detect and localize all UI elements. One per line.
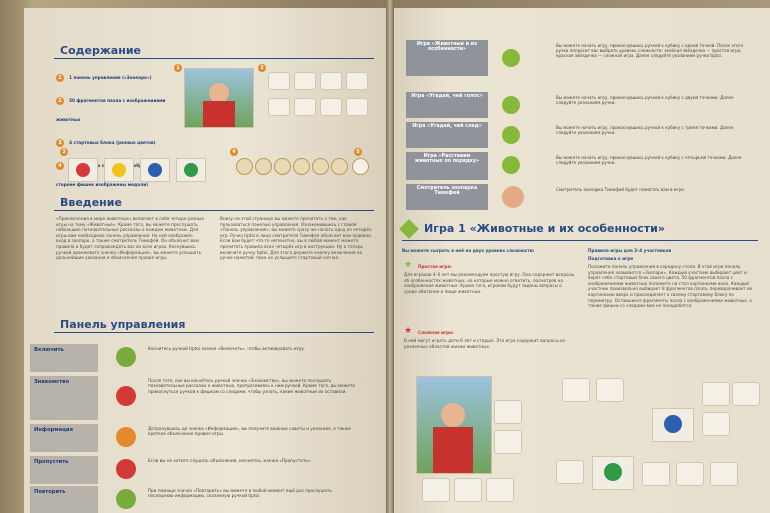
prep-text: Положите панель управления в середину стола. В этой игре панель управления называется «Зоопарк». Каждый участник выбирает цвет и берёт себе стартовый блок своего цвета. 50 фрагментов пазла с изображениями животных положите на стол картинками вниз. Каждый участник произвольно выбирает 8 фрагментов пазла, переворачивает их картинками вверх и присоединяет к своему стартовому блоку по периметру. Оставшиеся фрагменты пазла с изображениями животных, а также фишки со следами вам не понадобятся. bbox=[588, 264, 753, 309]
puzzle-piece bbox=[676, 462, 704, 486]
book-spine bbox=[386, 0, 394, 513]
die-two-dots-icon bbox=[502, 96, 520, 114]
game-row-zookeeper: Смотритель зоопарка Тимофей Смотритель зоопарка Тимофей будет помогать вам в игре. bbox=[406, 184, 756, 210]
contents-item-2: 2 50 фрагментов пазла с изображениями животных bbox=[56, 98, 166, 122]
game-marker-icon bbox=[399, 219, 419, 239]
right-page bbox=[392, 8, 770, 513]
puzzle-piece bbox=[294, 72, 316, 90]
setup-illustration-right bbox=[552, 378, 762, 513]
puzzle-piece bbox=[494, 400, 522, 424]
start-block-yellow bbox=[104, 158, 134, 182]
panel-title: Панель управления bbox=[60, 318, 186, 331]
power-icon bbox=[116, 347, 136, 367]
start-block-green bbox=[176, 158, 206, 182]
game-row-2: Игра «Угадай, чей голос» Вы можете начать игру, прикоснувшись ручкой к кубику с двумя точками. Далее следуйте указаниям ручки. bbox=[406, 92, 756, 118]
footprint-chip bbox=[312, 158, 329, 175]
start-block-green bbox=[592, 456, 634, 490]
start-block-blue bbox=[140, 158, 170, 182]
game-row-4: Игра «Расставим животных по порядку» Вы можете начать игру, прикоснувшись ручкой к кубику с четырьмя точками. Далее следуйте указаниям ручки. bbox=[406, 152, 756, 180]
info-icon bbox=[116, 427, 136, 447]
puzzle-piece bbox=[320, 72, 342, 90]
panel-row-on: Включить Коснитесь ручкой tiptoi значка «Включить», чтобы активировать игру. bbox=[30, 344, 382, 372]
badge-1: 1 bbox=[174, 64, 182, 72]
puzzle-pieces-group bbox=[264, 70, 384, 128]
footprint-chip bbox=[274, 158, 291, 175]
zookeeper-shirt bbox=[433, 427, 473, 473]
puzzle-piece bbox=[732, 382, 760, 406]
contents-title: Содержание bbox=[60, 44, 141, 57]
zookeeper-shirt bbox=[203, 101, 235, 127]
panel-row-skip: Пропустить Если вы не хотите слушать объяснения, коснитесь значка «Пропустить». bbox=[30, 456, 382, 484]
panel-row-repeat: Повторить При помощи значка «Повторить» вы можете в любой момент ещё раз прослушать последнюю информацию, сказанную ручкой tiptoi. bbox=[30, 486, 382, 513]
zookeeper-face-icon bbox=[209, 83, 229, 103]
setup-illustration-left bbox=[402, 370, 534, 510]
easy-text: Для игроков 4–6 лет мы рекомендуем простую игру. Она содержит вопросы об особенностях животных, на которые можно ответить, посмотрев на изображения животных. Кроме того, игрокам будут заданы вопросы о среде обитания и пище животных. bbox=[404, 272, 575, 294]
eye-icon bbox=[116, 386, 136, 406]
intro-text-col1: «Приключения в мире животных» включает в себя четыре разные игры на тему «Животные». Кроме того, вы можете прослушать небольшие познавательные рассказы о каждом животном. Для игры вам необходима панель управления. На ней изображён вход в зоопарк, а также смотритель Тимофей. Он объяснит вам правила и будет сопровождать вас во всех играх. Коснувшись ручкой оранжевого значка «Информация», вы можете услышать дальнейшие указания и объяснения правил игры. bbox=[56, 216, 204, 261]
start-block-red bbox=[68, 158, 98, 182]
badge-5: 5 bbox=[354, 148, 362, 156]
hard-text: В ней могут играть дети 6 лет и старше. Эта игра содержит вопросы из различных областей жизни животных. bbox=[404, 338, 566, 349]
footprint-chip bbox=[331, 158, 348, 175]
footprint-chip bbox=[236, 158, 253, 175]
panel-row-info: Информация Дотронувшись до значка «Информация», вы получите важные советы и указания, а также краткое объяснение правил игры. bbox=[30, 424, 382, 452]
puzzle-piece bbox=[346, 98, 368, 116]
badge-3: 3 bbox=[60, 148, 68, 156]
badge-2: 2 bbox=[258, 64, 266, 72]
red-star-icon: ★ bbox=[404, 326, 413, 336]
puzzle-piece bbox=[710, 462, 738, 486]
die-four-dots-icon bbox=[502, 156, 520, 174]
contents-item-3: 3 4 стартовых блока (разных цветов) bbox=[56, 129, 166, 148]
game-row-1: Игра «Животные и их особенности» Вы можете начать игру, прикоснувшись ручкой к кубику с одной точкой. После этого ручка попросит вас выбрать уровень сложности: зелёная звёздочка — простая игра, красная звёздочка — сложная игра. Далее следуйте указаниям ручки tiptoi. bbox=[406, 40, 756, 76]
zookeeper-avatar bbox=[502, 186, 524, 208]
game-row-3: Игра «Угадай, чей след» Вы можете начать игру, прикоснувшись ручкой к кубику с тремя точками. Далее следуйте указаниям ручки. bbox=[406, 122, 756, 148]
puzzle-piece bbox=[422, 478, 450, 502]
panel-row-intro: Знакомство После того, как вы коснётесь ручкой значка «Знакомство», вы можете послушать познавательные рассказы о животных, притрагиваясь к ним ручкой. Кроме того, вы можете прикоснуться ручкой к фишкам со следами, чтобы узнать, какие животные их оставили. bbox=[30, 376, 382, 420]
puzzle-piece bbox=[486, 478, 514, 502]
rules-title: Правила игры для 2–4 участников bbox=[588, 248, 672, 253]
start-block-blue bbox=[652, 408, 694, 442]
medal-chip bbox=[352, 158, 369, 175]
intro-title: Введение bbox=[60, 196, 122, 209]
prep-title: Подготовка к игре bbox=[588, 256, 634, 261]
footprint-chips-group bbox=[236, 156, 386, 178]
die-one-dot-icon bbox=[502, 49, 520, 67]
die-three-dots-icon bbox=[502, 126, 520, 144]
puzzle-piece bbox=[320, 98, 342, 116]
puzzle-piece bbox=[268, 72, 290, 90]
left-page bbox=[24, 8, 388, 513]
start-blocks-group bbox=[64, 156, 224, 182]
game1-title: Игра 1 «Животные и их особенности» bbox=[424, 222, 665, 235]
puzzle-piece bbox=[702, 412, 730, 436]
contents-item-1: 1 1 панель управления («Зоопарк») bbox=[56, 64, 166, 83]
zookeeper-face-icon bbox=[441, 403, 465, 427]
badge-4: 4 bbox=[230, 148, 238, 156]
zoo-panel-picture bbox=[416, 376, 492, 474]
puzzle-piece bbox=[642, 462, 670, 486]
footprint-chip bbox=[255, 158, 272, 175]
divider bbox=[54, 58, 374, 59]
intro-text-col2: Внизу на этой странице вы можете прочитать о том, как пользоваться панелью управления. Ознакомившись с главой «Панель управления», вы можете сразу же начать одну из четырёх игр. Ручка tiptoi в лице смотрителя Тимофея объяснит вам правила. Если вам будет что-то непонятно, вы в любой момент можете прочитать правила всех четырёх игр в инструкции. Ну а теперь включите ручку tiptoi. Для этого держите кнопку включения на ручке нажатой, пока не услышите стартовый сигнал. bbox=[220, 216, 373, 261]
puzzle-piece bbox=[494, 430, 522, 454]
contents-item-4: 4 стороне фишек изображены медали) bbox=[56, 163, 149, 187]
puzzle-piece bbox=[346, 72, 368, 90]
puzzle-piece bbox=[702, 382, 730, 406]
fast-forward-icon bbox=[116, 459, 136, 479]
hard-title: Сложная игра: bbox=[418, 330, 454, 335]
levels-title: Вы можете сыграть в неё на двух уровнях сложности: bbox=[402, 248, 535, 253]
repeat-icon bbox=[116, 489, 136, 509]
puzzle-piece bbox=[556, 460, 584, 484]
footprint-chip bbox=[293, 158, 310, 175]
divider bbox=[402, 240, 758, 241]
divider bbox=[54, 210, 374, 211]
divider bbox=[54, 332, 374, 333]
easy-title: Простая игра: bbox=[418, 264, 452, 269]
puzzle-piece bbox=[294, 98, 316, 116]
green-star-icon: ★ bbox=[404, 260, 413, 270]
zoo-panel-picture bbox=[184, 68, 254, 128]
puzzle-piece bbox=[562, 378, 590, 402]
puzzle-piece bbox=[596, 378, 624, 402]
puzzle-piece bbox=[268, 98, 290, 116]
puzzle-piece bbox=[454, 478, 482, 502]
